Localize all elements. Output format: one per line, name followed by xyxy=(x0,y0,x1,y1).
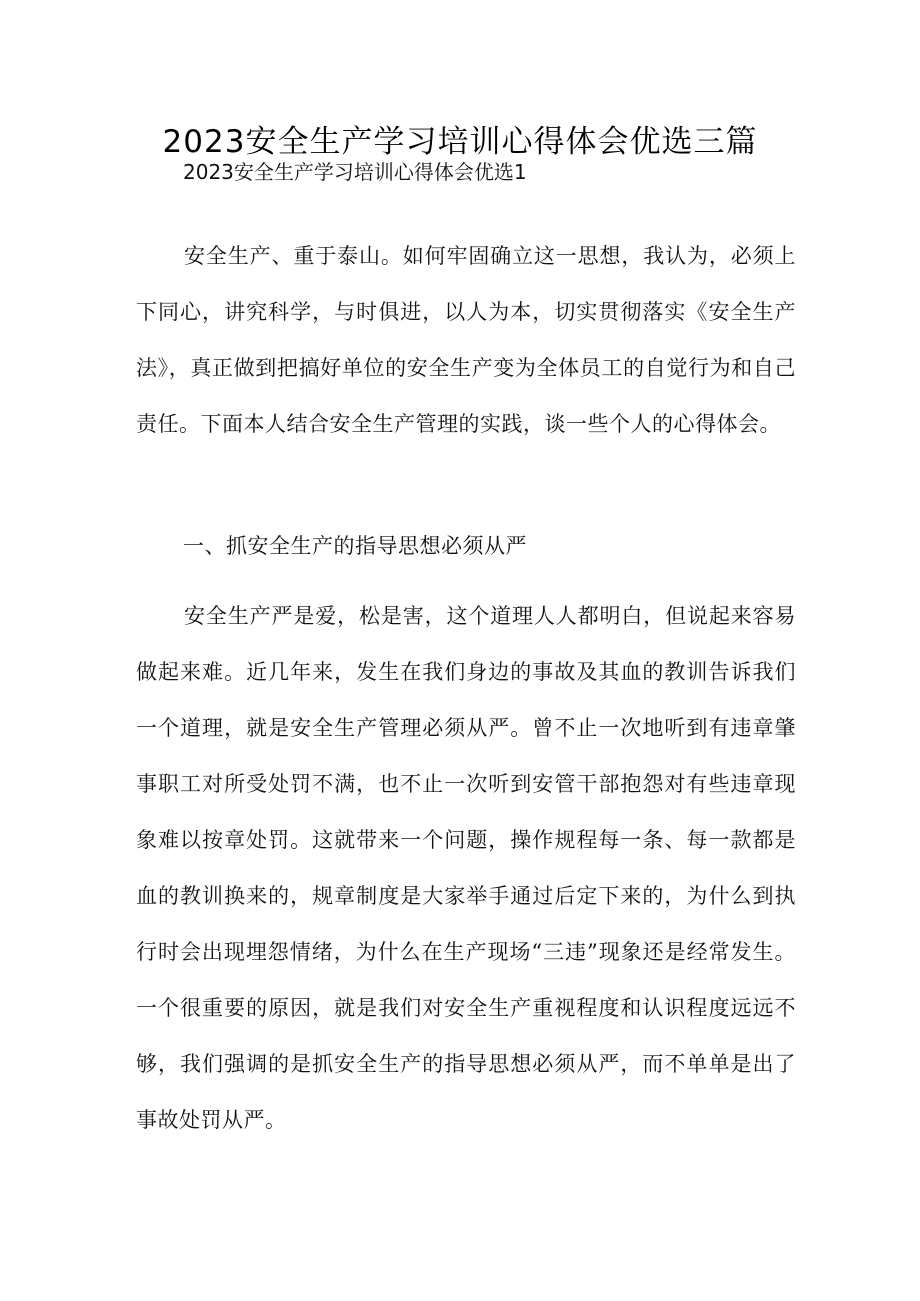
intro-paragraph: 安全生产、重于泰山。如何牢固确立这一思想，我认为，必须上下同心，讲究科学，与时俱进，以人为本，切实贯彻落实《安全生产法》，真正做到把搞好单位的安全生产变为全体员工的自觉行为和自己责任。下面本人结合安全生产管理的实践，谈一些个人的心得体会。 xyxy=(136,244,796,436)
document-subtitle: 2023安全生产学习培训心得体会优选1 xyxy=(183,160,527,184)
document-title: 2023安全生产学习培训心得体会优选三篇 xyxy=(162,124,758,160)
section-1-paragraph: 安全生产严是爱，松是害，这个道理人人都明白，但说起来容易做起来难。近几年来，发生在我们身边的事故及其血的教训告诉我们一个道理，就是安全生产管理必须从严。曾不止一次地听到有违章肇事职工对所受处罚不满，也不止一次听到安管干部抱怨对有些违章现象难以按章处罚。这就带来一个问题，操作规程每一条、每一款都是血的教训换来的，规章制度是大家举手通过后定下来的，为什么到执行时会出现埋怨情绪，为什么在生产现场“三违”现象还是经常发生。一个很重要的原因，就是我们对安全生产重视程度和认识程度远远不够，我们强调的是抓安全生产的指导思想必须从严，而不单单是出了事故处罚从严。 xyxy=(136,604,796,1132)
section-heading-1: 一、抓安全生产的指导思想必须从严 xyxy=(183,534,527,558)
